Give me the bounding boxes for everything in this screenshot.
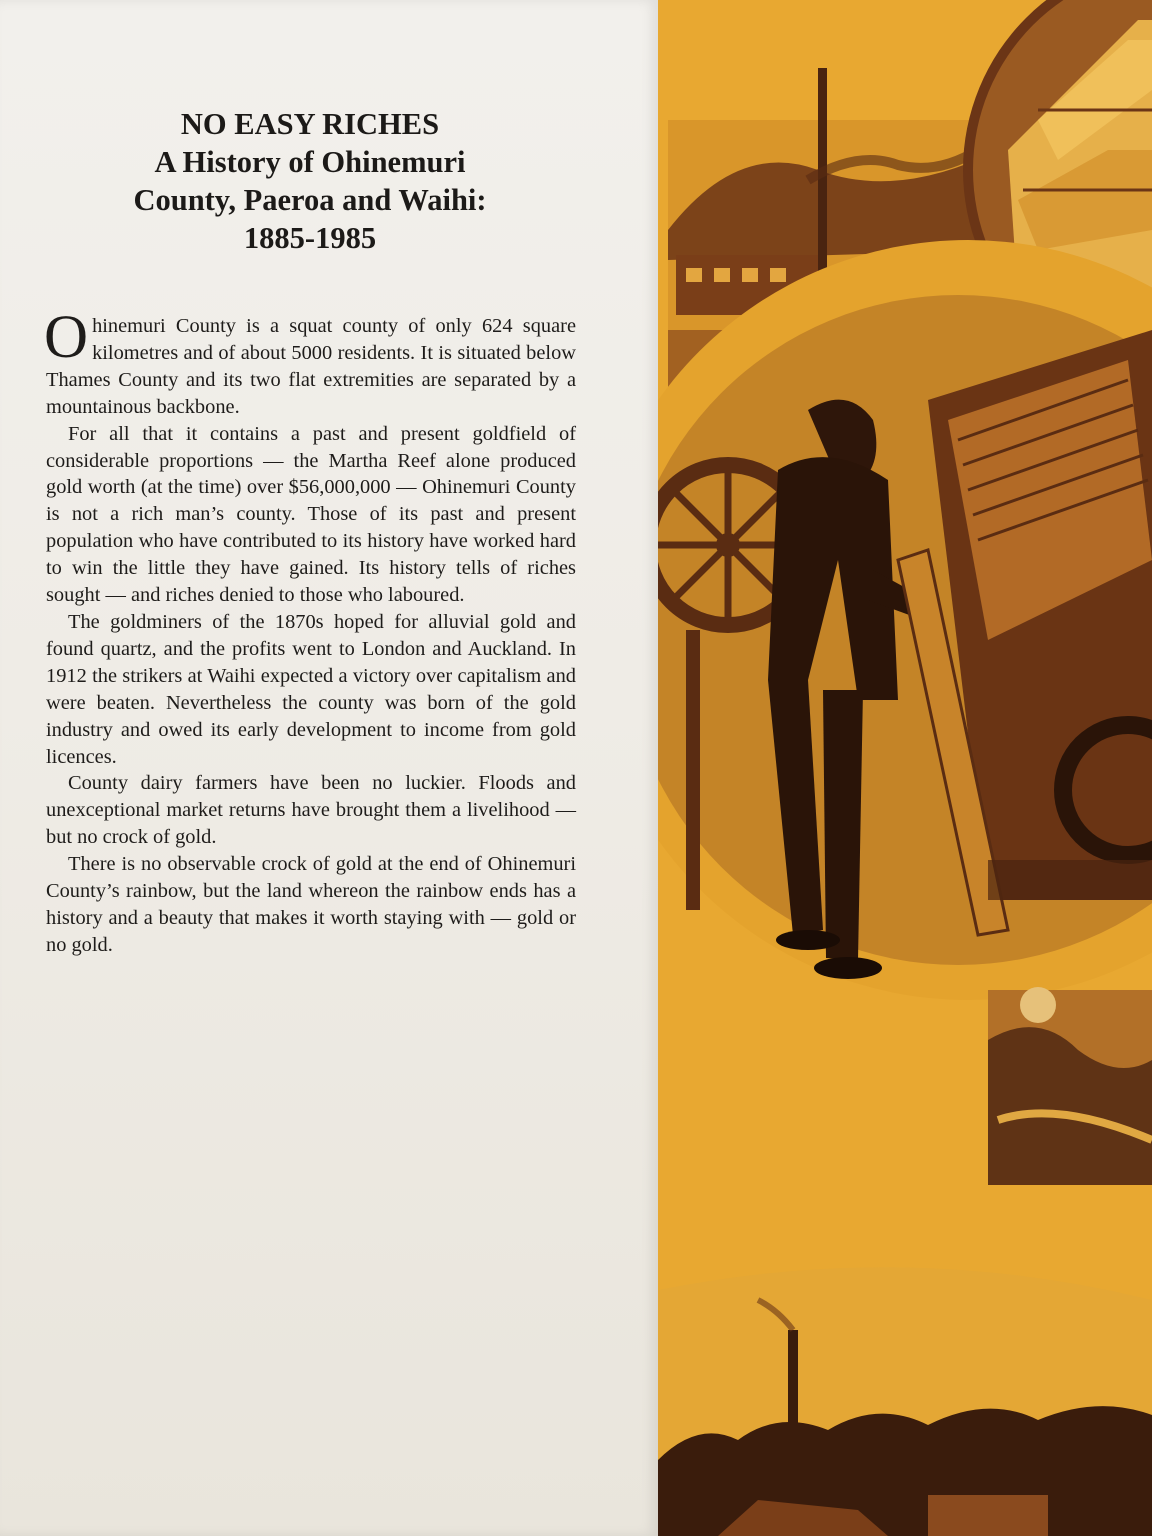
title-main: NO EASY RICHES — [180, 107, 440, 141]
photo-collage — [658, 0, 1152, 1536]
drop-cap: O — [44, 304, 89, 371]
paragraph-1-text: hinemuri County is a squat county of only 624 square kilometres and of about 5000 residents. It is situated below Thames County and its two flat extremities are separated by a mountainous backbone. — [46, 315, 576, 418]
subtitle-line-1: A History of Ohinemuri — [154, 145, 466, 179]
blurb-text — [44, 304, 576, 959]
paragraph-1 — [44, 304, 576, 421]
paragraph-3: The goldminers of the 1870s hoped for alluvial gold and found quartz, and the profits went to London and Auckland. In 1912 the strikers at Waihi expected a victory over capitalism and were beaten. Nevertheless the county was born of the gold industry and owed its early development to income from gold licences. — [46, 610, 576, 768]
man-at-machine-circle — [658, 240, 1152, 1000]
river-photo — [988, 987, 1152, 1185]
paragraph-5: There is no observable crock of gold at the end of Ohinemuri County’s rainbow, but the land whereon the rainbow ends has a history and a beauty that makes it worth staying with — gold or no gold. — [46, 853, 576, 956]
subtitle-years: 1885-1985 — [243, 221, 377, 255]
chimney-landscape-photo — [658, 1267, 1152, 1536]
title-block — [40, 105, 580, 257]
paragraph-4: County dairy farmers have been no luckier. Floods and unexceptional market returns have brought them a livelihood — but no crock of gold. — [46, 772, 576, 849]
gold-mining-collage-image — [658, 0, 1152, 1536]
subtitle-line-2: County, Paeroa and Waihi: — [133, 183, 487, 217]
paragraph-2: For all that it contains a past and present goldfield of considerable proportions — the Martha Reef alone produced gold worth (at the time) over $56,000,000 — Ohinemuri County is not a rich man’s county. Those of its past and present population who have contributed to its history have worked hard to win the little they have gained. Its history tells of riches sought — and riches denied to those who laboured. — [46, 422, 576, 607]
